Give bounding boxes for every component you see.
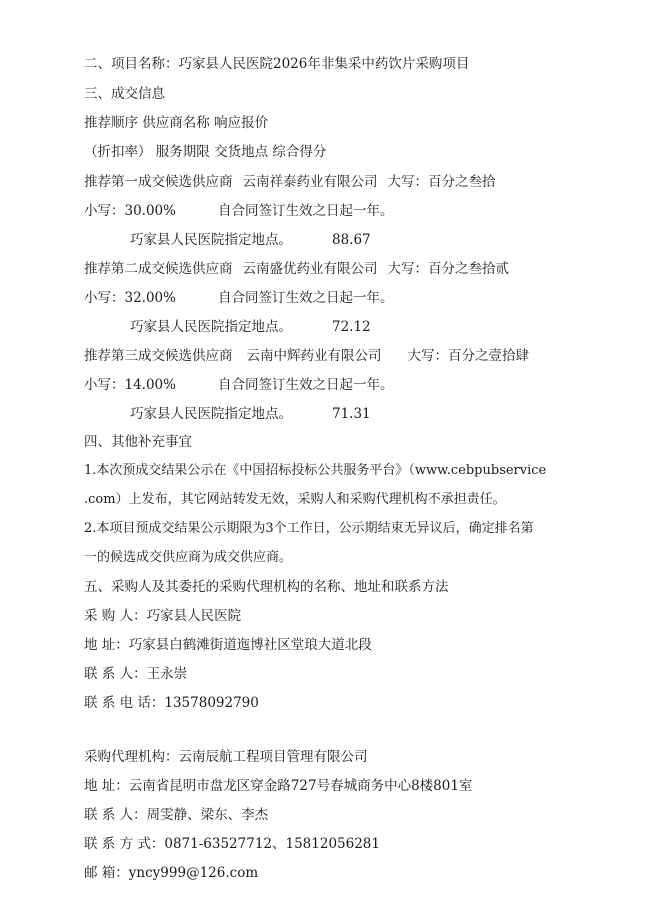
other-matters-item1-line1: 1.本次预成交结果公示在《中国招标投标公共服务平台》（www.cebpubservice [84, 463, 547, 478]
candidate-location: 巧家县人民医院指定地点。 [130, 232, 292, 248]
candidate-term: 自合同签订生效之日起一年。 [217, 377, 394, 393]
agency-contact-row [84, 805, 268, 825]
candidate-2-location-score [130, 317, 371, 337]
candidate-price-lower: 小写：32.00% [84, 290, 176, 306]
field-label: 联 系 人： [84, 807, 147, 823]
candidate-price-lower: 小写：14.00% [84, 377, 176, 393]
purchaser-address: 巧家县白鹤滩街道迤博社区堂琅大道北段 [128, 637, 372, 653]
field-label: 地 址： [84, 778, 129, 794]
columns-header-line1: 推荐顺序 供应商名称 响应报价 [84, 115, 269, 131]
candidate-1-location-score [130, 230, 371, 250]
other-matters-item2-line2: 一的候选成交供应商为成交供应商。 [84, 550, 293, 565]
agency-address-row [84, 776, 472, 796]
candidate-rank: 推荐第一成交候选供应商 [84, 174, 233, 190]
candidate-1-price-term [84, 201, 393, 221]
candidate-supplier: 云南中辉药业有限公司 [246, 348, 382, 364]
candidate-3-location-score [130, 404, 371, 424]
agency-phone: 0871-63527712、15812056281 [164, 836, 380, 852]
field-label: 采 购 人： [84, 608, 147, 624]
agency-email-row [84, 863, 258, 883]
candidate-price-lower: 小写：30.00% [84, 203, 176, 219]
candidate-3-price-term [84, 375, 393, 395]
candidate-2-price-term [84, 288, 393, 308]
other-matters-item2-line1: 2.本项目预成交结果公示期限为3个工作日，公示期结束无异议后，确定排名第 [84, 521, 534, 536]
candidate-term: 自合同签订生效之日起一年。 [217, 203, 394, 219]
candidate-price-upper: 大写：百分之叁拾 [387, 174, 496, 190]
other-matters-heading: 四、其他补充事宜 [84, 434, 192, 450]
agency-phone-row [84, 834, 380, 854]
candidate-3-row [84, 346, 529, 366]
candidate-location: 巧家县人民医院指定地点。 [130, 406, 292, 422]
contacts-heading: 五、采购人及其委托的采购代理机构的名称、地址和联系方法 [84, 579, 449, 595]
field-label: 邮 箱： [84, 865, 129, 881]
candidate-rank: 推荐第三成交候选供应商 [84, 348, 233, 364]
purchaser-phone: 13578092790 [164, 695, 259, 711]
purchaser-name-row [84, 606, 241, 626]
deal-info-heading: 三、成交信息 [84, 86, 165, 102]
candidate-score: 71.31 [332, 406, 371, 422]
candidate-price-upper: 大写：百分之壹拾肆 [407, 348, 529, 364]
candidate-supplier: 云南祥泰药业有限公司 [242, 174, 378, 190]
field-label: 联 系 电 话： [84, 695, 165, 711]
other-matters-item1-line2: .com）上发布，其它网站转发无效，采购人和采购代理机构不承担责任。 [84, 492, 506, 507]
agency-address: 云南省昆明市盘龙区穿金路727号春城商务中心8楼801室 [128, 778, 473, 794]
purchaser-address-row [84, 635, 372, 655]
candidate-score: 88.67 [332, 232, 371, 248]
field-label: 联 系 方 式： [84, 836, 165, 852]
purchaser-contact: 王永崇 [146, 666, 188, 682]
agency-contact: 周雯静、梁东、李杰 [146, 807, 269, 823]
candidate-rank: 推荐第二成交候选供应商 [84, 261, 233, 277]
purchaser-name: 巧家县人民医院 [146, 608, 242, 624]
candidate-term: 自合同签订生效之日起一年。 [217, 290, 394, 306]
field-label: 联 系 人： [84, 666, 147, 682]
candidate-2-row [84, 259, 509, 279]
purchaser-contact-row [84, 664, 187, 684]
field-label: 采购代理机构： [84, 749, 179, 765]
columns-header-line2: （折扣率） 服务期限 交货地点 综合得分 [84, 144, 327, 160]
candidate-1-row [84, 172, 496, 192]
candidate-score: 72.12 [332, 319, 371, 335]
candidate-supplier: 云南盛优药业有限公司 [242, 261, 378, 277]
purchaser-phone-row [84, 693, 259, 713]
agency-name: 云南辰航工程项目管理有限公司 [178, 749, 368, 765]
agency-email: yncy999@126.com [128, 865, 259, 881]
agency-name-row [84, 747, 368, 767]
candidate-location: 巧家县人民医院指定地点。 [130, 319, 292, 335]
candidate-price-upper: 大写：百分之叁拾贰 [387, 261, 509, 277]
field-label: 地 址： [84, 637, 129, 653]
project-name-heading: 二、项目名称：巧家县人民医院2026年非集采中药饮片采购项目 [84, 56, 470, 72]
